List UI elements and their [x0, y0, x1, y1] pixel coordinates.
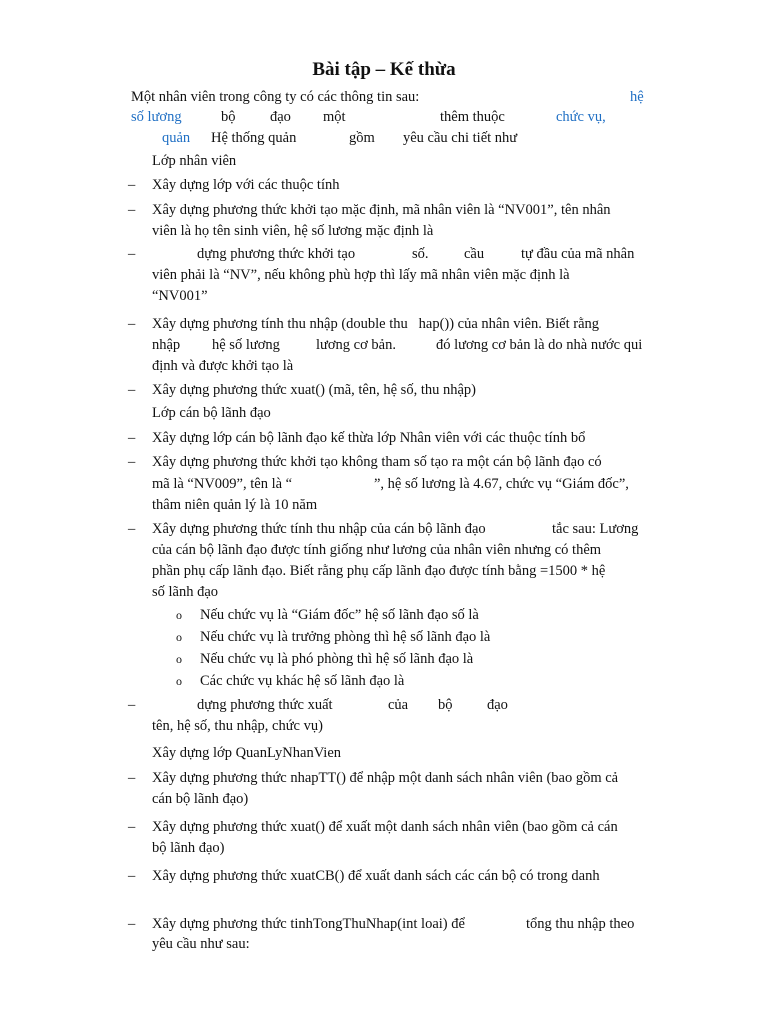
list-item: bộ lãnh đạo) [152, 840, 225, 856]
list-item: thâm niên quản lý là 10 năm [152, 497, 318, 513]
list-item: Xây dựng lớp cán bộ lãnh đạo kế thừa lớp Nhân viên với các thuộc tính bổ [152, 430, 586, 446]
intro-word: một [323, 109, 346, 125]
list-item: cầu [464, 246, 485, 262]
sub-bullet: o [176, 652, 182, 666]
list-item: phần phụ cấp lãnh đạo. Biết rằng phụ cấp lãnh đạo được tính bằng =1500 * hệ [152, 563, 606, 579]
list-item: đạo [487, 697, 508, 713]
list-item: Xây dựng phương thức nhapTT() để nhập một danh sách nhân viên (bao gồm cả [152, 770, 619, 786]
list-item: định và được khởi tạo là [152, 358, 294, 374]
section-heading: Lớp nhân viên [152, 153, 237, 169]
intro-highlight: chức vụ, [556, 109, 606, 125]
intro-word: Hệ thống quản [211, 130, 297, 146]
bullet: – [128, 697, 136, 713]
list-item: tắc sau: Lương [552, 521, 639, 537]
list-item: của cán bộ lãnh đạo được tính giống như lương của nhân viên nhưng có thêm [152, 542, 602, 558]
list-item: của [388, 697, 409, 713]
page-title: Bài tập – Kế thừa [312, 59, 456, 80]
bullet: – [128, 819, 136, 835]
sub-list-item: Nếu chức vụ là trưởng phòng thì hệ số lãnh đạo là [200, 629, 491, 645]
list-item: nhập [152, 337, 181, 353]
bullet: – [128, 868, 136, 884]
section-heading: Xây dựng lớp QuanLyNhanVien [152, 745, 342, 761]
intro-highlight: quản [162, 130, 191, 146]
intro-word: yêu cầu chi tiết như [403, 130, 518, 146]
bullet: – [128, 916, 136, 932]
list-item: Xây dựng phương thức xuat() (mã, tên, hệ số, thu nhập) [152, 382, 476, 398]
bullet: – [128, 316, 136, 332]
bullet: – [128, 430, 136, 446]
list-item: đó lương cơ bản là do nhà nước qui [436, 337, 643, 353]
section-heading: Lớp cán bộ lãnh đạo [152, 405, 271, 421]
list-item: số. [412, 246, 429, 262]
list-item: dựng phương thức khởi tạo [197, 246, 356, 262]
list-item: hệ số lương [212, 337, 280, 353]
list-item: tổng thu nhập theo [526, 916, 635, 932]
intro-line-1: Một nhân viên trong công ty có các thông tin sau: [131, 89, 420, 105]
bullet: – [128, 246, 136, 262]
list-item: mã là “NV009”, tên là “ [152, 476, 293, 492]
list-item: “NV001” [152, 288, 208, 304]
bullet: – [128, 454, 136, 470]
bullet: – [128, 202, 136, 218]
list-item: Xây dựng phương thức khởi tạo không tham số tạo ra một cán bộ lãnh đạo có [152, 454, 602, 470]
sub-list-item: Các chức vụ khác hệ số lãnh đạo là [200, 673, 405, 689]
list-item: Xây dựng phương thức tinhTongThuNhap(int loai) để [152, 916, 465, 932]
intro-word: đạo [270, 109, 291, 125]
list-item: cán bộ lãnh đạo) [152, 791, 249, 807]
list-item: tên, hệ số, thu nhập, chức vụ) [152, 718, 323, 734]
list-item: yêu cầu như sau: [152, 936, 250, 952]
intro-word: gồm [349, 130, 375, 146]
list-item: Xây dựng lớp với các thuộc tính [152, 177, 340, 193]
list-item: Xây dựng phương thức xuat() để xuất một danh sách nhân viên (bao gồm cả cán [152, 819, 618, 835]
list-item: viên là họ tên sinh viên, hệ số lương mặc định là [152, 223, 434, 239]
intro-word: bộ [221, 109, 236, 125]
sub-list-item: Nếu chức vụ là phó phòng thì hệ số lãnh đạo là [200, 651, 474, 667]
sub-bullet: o [176, 630, 182, 644]
list-item: tự đầu của mã nhân [521, 246, 635, 262]
bullet: – [128, 177, 136, 193]
list-item: dựng phương thức xuất [197, 697, 333, 713]
list-item: Xây dựng phương thức khởi tạo mặc định, mã nhân viên là “NV001”, tên nhân [152, 202, 611, 218]
list-item: Xây dựng phương thức tính thu nhập của cán bộ lãnh đạo [152, 521, 486, 537]
sub-bullet: o [176, 608, 182, 622]
list-item: Xây dựng phương tính thu nhập (double thu hap()) của nhân viên. Biết rằng [152, 316, 600, 332]
list-item: số lãnh đạo [152, 584, 219, 600]
intro-word: thêm thuộc [440, 109, 505, 125]
list-item: lương cơ bản. [316, 337, 396, 353]
list-item: bộ [438, 697, 453, 713]
bullet: – [128, 770, 136, 786]
bullet: – [128, 382, 136, 398]
intro-highlight: số lương [131, 109, 182, 125]
list-item: Xây dựng phương thức xuatCB() để xuất danh sách các cán bộ có trong danh [152, 868, 600, 884]
sub-list-item: Nếu chức vụ là “Giám đốc” hệ số lãnh đạo số là [200, 607, 479, 623]
intro-highlight: hệ [630, 89, 644, 105]
bullet: – [128, 521, 136, 537]
list-item: ”, hệ số lương là 4.67, chức vụ “Giám đốc”, [374, 476, 629, 492]
list-item: viên phải là “NV”, nếu không phù hợp thì lấy mã nhân viên mặc định là [152, 267, 570, 283]
sub-bullet: o [176, 674, 182, 688]
